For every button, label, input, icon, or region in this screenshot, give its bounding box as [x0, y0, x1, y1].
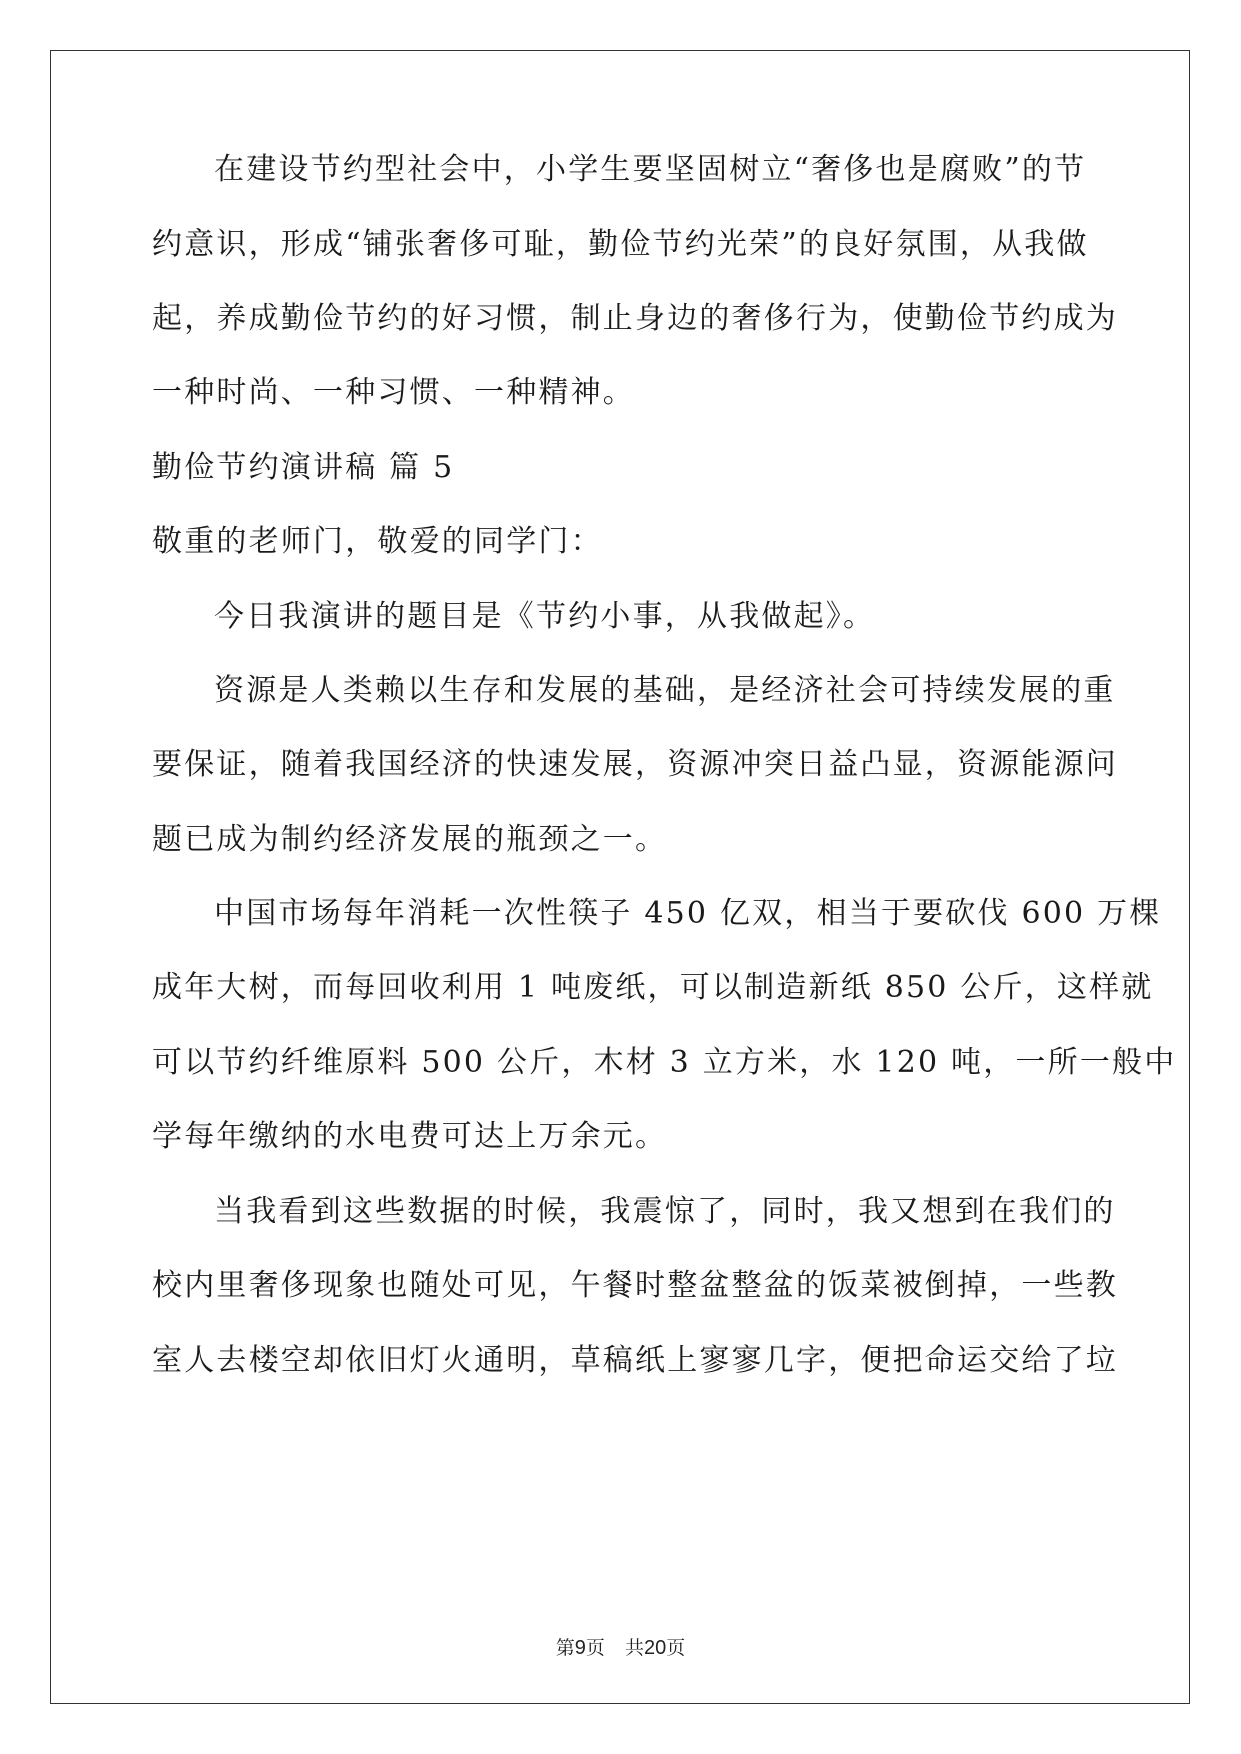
- total-pages: 20: [643, 1637, 667, 1659]
- paragraph-line: 要保证，随着我国经济的快速发展，资源冲突日益凸显，资源能源问: [152, 747, 1118, 782]
- salutation: 敬重的老师门，敬爱的同学门：: [152, 524, 603, 559]
- paragraph-line: 校内里奢侈现象也随处可见，午餐时整盆整盆的饭菜被倒掉，一些教: [152, 1268, 1118, 1303]
- page-footer: [0, 1636, 1241, 1660]
- paragraph-line: 资源是人类赖以生存和发展的基础，是经济社会可持续发展的重: [214, 673, 1116, 708]
- page-prefix: 第: [555, 1637, 575, 1659]
- paragraph-line: 学每年缴纳的水电费可达上万余元。: [152, 1119, 668, 1154]
- paragraph-line: 起，养成勤俭节约的好习惯，制止身边的奢侈行为，使勤俭节约成为: [152, 301, 1118, 336]
- paragraph-line: 室人去楼空却依旧灯火通明，草稿纸上寥寥几字，便把命运交给了垃: [152, 1343, 1118, 1378]
- paragraph-line: 中国市场每年消耗一次性筷子 450 亿双，相当于要砍伐 600 万棵: [214, 896, 1162, 931]
- paragraph-line: 在建设节约型社会中，小学生要坚固树立“奢侈也是腐败”的节: [214, 152, 1087, 187]
- page-number: 9: [574, 1637, 586, 1659]
- page-suffix: 页: [585, 1637, 605, 1659]
- total-suffix: 页: [666, 1637, 686, 1659]
- paragraph-line: 题已成为制约经济发展的瓶颈之一。: [152, 822, 668, 857]
- paragraph-line: 约意识，形成“铺张奢侈可耻，勤俭节约光荣”的良好氛围，从我做: [152, 227, 1089, 262]
- paragraph-line: 当我看到这些数据的时候，我震惊了，同时，我又想到在我们的: [214, 1194, 1116, 1229]
- total-prefix: 共: [624, 1637, 644, 1659]
- paragraph-line: 可以节约纤维原料 500 公斤，木材 3 立方米，水 120 吨，一所一般中: [152, 1045, 1177, 1080]
- paragraph-line: 一种时尚、一种习惯、一种精神。: [152, 375, 635, 410]
- paragraph-line: 今日我演讲的题目是《节约小事，从我做起》。: [214, 599, 876, 634]
- paragraph-line: 成年大树，而每回收利用 1 吨废纸，可以制造新纸 850 公斤，这样就: [152, 970, 1154, 1005]
- section-heading: 勤俭节约演讲稿 篇 5: [152, 450, 455, 485]
